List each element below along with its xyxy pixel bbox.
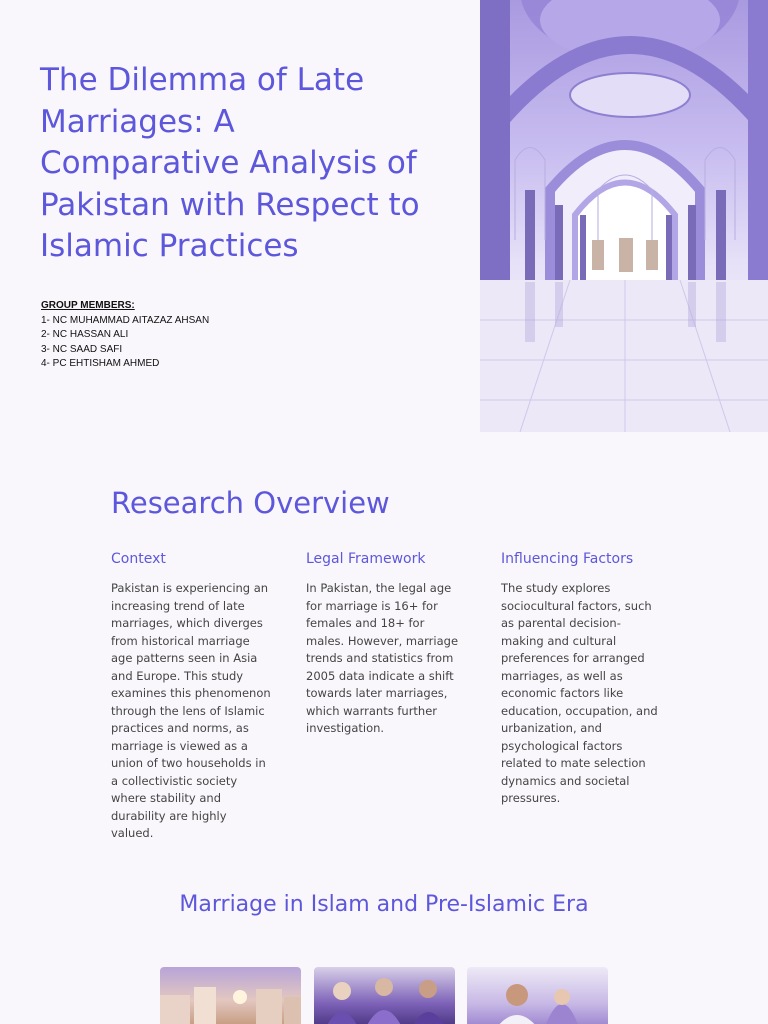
context-column <box>111 550 271 843</box>
column-body: The study explores sociocultural factors, such as parental decision-making and cultural preferences for arranged marriages, as well as economic factors like education, occupation, and urbanization, and psychological factors related to mate selection dynamics and societal pressures. <box>501 581 658 805</box>
wedding-couple-image <box>467 967 608 1024</box>
group-members <box>41 299 209 372</box>
research-overview-title: Research Overview <box>111 486 390 520</box>
column-body: In Pakistan, the legal age for marriage is 16+ for females and 18+ for males. However, marriage trends and statistics from 2005 data indicate a shift towards later marriages, which warrants further investigation. <box>306 581 459 735</box>
influencing-factors-column <box>501 550 661 808</box>
member-item: 4- PC EHTISHAM AHMED <box>41 358 160 370</box>
member-item: 2- NC HASSAN ALI <box>41 329 129 341</box>
people-gathering-image <box>314 967 455 1024</box>
member-item: 1- NC MUHAMMAD AITAZAZ AHSAN <box>41 314 210 326</box>
members-heading: GROUP MEMBERS: <box>41 300 135 311</box>
mosque-hero-image <box>480 0 768 432</box>
column-heading: Legal Framework <box>306 551 426 567</box>
islam-section-title: Marriage in Islam and Pre-Islamic Era <box>179 892 589 917</box>
column-heading: Context <box>111 551 166 567</box>
legal-framework-column <box>306 550 466 738</box>
column-heading: Influencing Factors <box>501 551 634 567</box>
member-item: 3- NC SAAD SAFI <box>41 343 123 355</box>
column-body: Pakistan is experiencing an increasing trend of late marriages, which diverges from historical marriage age patterns seen in Asia and Europe. This study examines this phenomenon through the lens of Islamic practices and norms, as marriage is viewed as a union of two households in a collectivistic society where stability and durability are highly valued. <box>111 581 271 840</box>
pre-islamic-town-image <box>160 967 301 1024</box>
mosque-interior-illustration <box>480 0 768 432</box>
page-title: The Dilemma of Late Marriages: A Comparative Analysis of Pakistan with Respect to Islamic Practices <box>40 62 420 264</box>
